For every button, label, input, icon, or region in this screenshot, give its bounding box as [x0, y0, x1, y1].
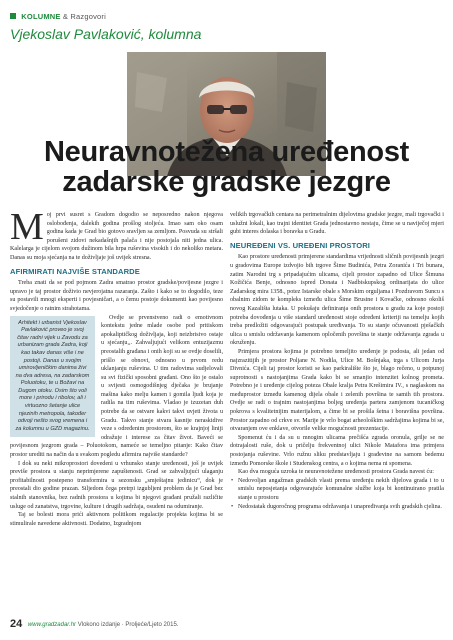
rubric-main: KOLUMNE: [21, 12, 61, 21]
headline-line-2: zadarske gradske jezgre: [62, 166, 391, 198]
right-paragraph-2: Kao prostore uređenosti primjerene standardima vrijednosti sličnih povijesnih jezgri u gradovima Europe izdvojio bih trgove Šime Budinića, Petra Zoranića i Tri bunara, zatim Narodni trg s pripadajućim ulicama, cijeli prostor zapadno od Ulice Šimuna Kožičića Benje, odnosno ispred Donata i Nadbiskupskog ordinarijata do ulice Zadarskog mira 1358., potez Istarske obale s Morskim orguljama i Pozdravom Suncu s obalnim zidom te kompleks između ulica Šime Brusine i Kovačke, odnosno okoliš novog Kazališta lutaka. U pokušaju definiranja onih prostora u gradu za koje postoji potreba dovođenja u više standard uređenosti stoje određeni kriteriji na temelju kojih treba predložiti odgovarajući postupak uređivanja. To su stanje očuvanosti pješačkih ulica u smislu održavanja kamenom opločenih površina te stanje održavanja zgrada u okruženju.: [230, 254, 444, 347]
article-headline: [0, 137, 453, 197]
list-item: • Nedostatak dugoročnog programa održavanja i unapređivanja svih gradskih cjelina.: [230, 503, 444, 512]
footer-issue: Vlokono izdanje · Proljeće/Ljeto 2015.: [77, 622, 179, 628]
paragraph-1: Treba znati da se pod pojmom Zadra smatrao prostor gradske/povijesne jezgre i upravo je taj prostor doživio nevjerojatna razaranja. Zašto i kako se to dogodilo, teze su postavili mnogi eksperti i povjesničari, a o čemu postoje dokumenti kao povijesno svjedočenje o ratnim strahotama.: [10, 280, 223, 312]
footer-site-link[interactable]: www.gradzadar.hr: [27, 622, 77, 628]
causes-list: [230, 477, 444, 511]
right-column: [230, 211, 444, 511]
left-column: [10, 206, 223, 528]
list-item: • Nedovoljan angažman gradskih vlasti prema uređenju nekih dijelova grada i to u smislu neposjetanja odgovarajuće komunalne službe koja bi kontinuirano pratila stanje u prostoru: [230, 477, 444, 503]
section-square-icon: [10, 13, 16, 19]
right-paragraph-3: Primjera prostora kojima je potrebno temeljito uređenje je podosta, ali jedan od najzrazitijih je prostor Poljane N. Nodila, Ulice M. Bošnjaka, trga s Ulicom Jurja Divnića. Cijeli taj prostor koristi se kao parkiralište što je, blago rečeno, u potpunoj suprotnosti s nastojanjima Grada kako bi se smanjio intenzitet kolnog prometa. Potrebno je i uređenje cijelog poteza Obale kralja Petra Krešimira IV., s naglaskom na međuprostor između kamenog dijela obale i zelenih površina te samih tih prostora. Ovdje se radi o trajnim nastojanjima boljeg uređenja partera zamjenom tucaničkog pokrova s kvalitetnijim materijalom, a čime bi se prošila šetna i boravišna površina. Prostor zapadno od crkve sv. Marije je vrlo bogat arheološkim sadržajima kojima bi se, otvaranjem ove enklave, otvorile velike mogućnosti prezentacije.: [230, 348, 444, 433]
paragraph-3: I dok su neki mikroprostori dovedeni u vrhunsko stanje uređenosti, još je uvijek previše prostora u stanju neprimjerene zapuštenosti. Grad se zahvaljujući ulaganju profitabilnosti postepeno transformira u sezonsku „smještajnu jedinicu“, dok je preostali dio godine prazan. Siljedom čega pretrpi izgubljeni problem da je Grad bez stalnih stanovnika, bez radnih prostora u kojima bi njegovi građani pružali različite usluge od zanatstva, trgovine, kulture i drugih sadržaja, osudeni na odumiranje.: [10, 460, 223, 510]
right-paragraph-4: Spomenut ću i da su u mnogim ulicama prečišća zgrada oronula, grilje se ne dotrajalosti ruše, dok u pričelju frekventnoj ulici Nikole Matafora ima primjera postojanja ruševine. Vrlo ružnu sliku predstavljaju i građevine na samom bedemu između Pomorske škole i Studenskog centra, a o kojima nema ni spomena.: [230, 434, 444, 467]
paragraph-2: Ovdje se prvenstveno radi o emotivnom kontekstu jedne mlade osobe pod pritiskom apokaliptičkog doživljaja, koji neizbrisivo ostaje u sjećanju,,. Zahvaljujući velikom entuzijazmu preostalih građana i onih koji su se ovdje doselili, prišlo se obnovi, odnosno u prvom redu uklanjanju ruševina. U tim radovima sudjelovali su svi fizički sposobni građani. Ono što je ostalo u svijesti osmogodišnjeg dječaka je brujanje mašina kako melju kamen i gomila ljudi koja je radila na tim ruševima. Vladao je izuzetan duh potrebe da se ostvare kakvi takvi uvjeti života u Gradu. Takvo stanje stvara kasnije neraskidive veze s određenim prostorom, što se krajnjoj liniji odražuje i interese za čitav život. Baveći se povijesnom jezgrom grada – Poluotokom, nameće se temeljno pitanje: Kako čitav prostor urediti na način da u svakom pogledu afirmira najviše standarde?: [10, 314, 223, 459]
subheading-neuredeni: NEUREĐENI VS. UREĐENI PROSTORI: [230, 240, 370, 250]
author-bio-box: Arhitekt i urbanist Vjekoslav Pavlaković proveo je svoj čitav radni vijek u Zavodu za urbanizam grada Zadra, koji kao takav danas više i ne postoji. Danas u svojim umirovljeničkim danima živi na dva adresa, na zadarskom Poluotoku, te u Božavi na Dugom otoku. Osim što voli more i prirodu i ribolov, ali i virtuozno šetanje ulice njezinih metropola, također odvoji nešto svog vremena i za kolumnu u GZD magazinu.: [10, 316, 95, 438]
top-bar: [0, 0, 453, 6]
page-number: 24: [10, 618, 23, 630]
rubric-sub: & Razgovori: [62, 12, 106, 21]
subheading-afirmirati: AFIRMIRATI NAJVIŠE STANDARDE: [10, 266, 140, 276]
intro-paragraph: [10, 206, 223, 263]
paragraph-4: Taj se bolesti mora prići aktivnom politikom regulacije projekta kojima bi se stimulirale navedene aktivnosti. Dodatno, Izgradnjom: [10, 512, 223, 527]
drop-cap: M: [10, 206, 44, 248]
headline-line-1: Neuravnotežena uređenost: [43, 136, 410, 168]
right-paragraph-5: Kao dva moguća uzroka te neuravnotežene uređenosti prostora Grada navest ću:: [238, 469, 434, 476]
intro-text: oj prvi susret s Gradom dogodio se neposredno nakon njegova oslobođenja, dalekih godina prošlog stoljeća. Imao sam oko osam godina kada je Grad bio gotovo sravljen sa zemljom. Posvuda su stršali porušeni zidovi nekadašnjih palača i nije postojala niti jedna ulica. Kalelarga je cijelom svojom dužinom bila hrpa ruševina visokih i do nekoliko metara. Danas su moja sjećanja na te doživljaje još uvijek stresna.: [10, 212, 223, 261]
section-rubric: [10, 12, 106, 21]
author-line: Vjekoslav Pavlaković, kolumna: [10, 26, 202, 42]
right-paragraph-1: velikih trgovačkih centara na perimetralnim dijelovima gradske jezgre, mali trgovački i uslužni lokali, kao trajni identitet Grada jednostavno nestaju, čime se u naviječoj mjeri gubi interes dolaska i boravka u Gradu.: [230, 212, 444, 236]
page-footer: [10, 618, 178, 630]
